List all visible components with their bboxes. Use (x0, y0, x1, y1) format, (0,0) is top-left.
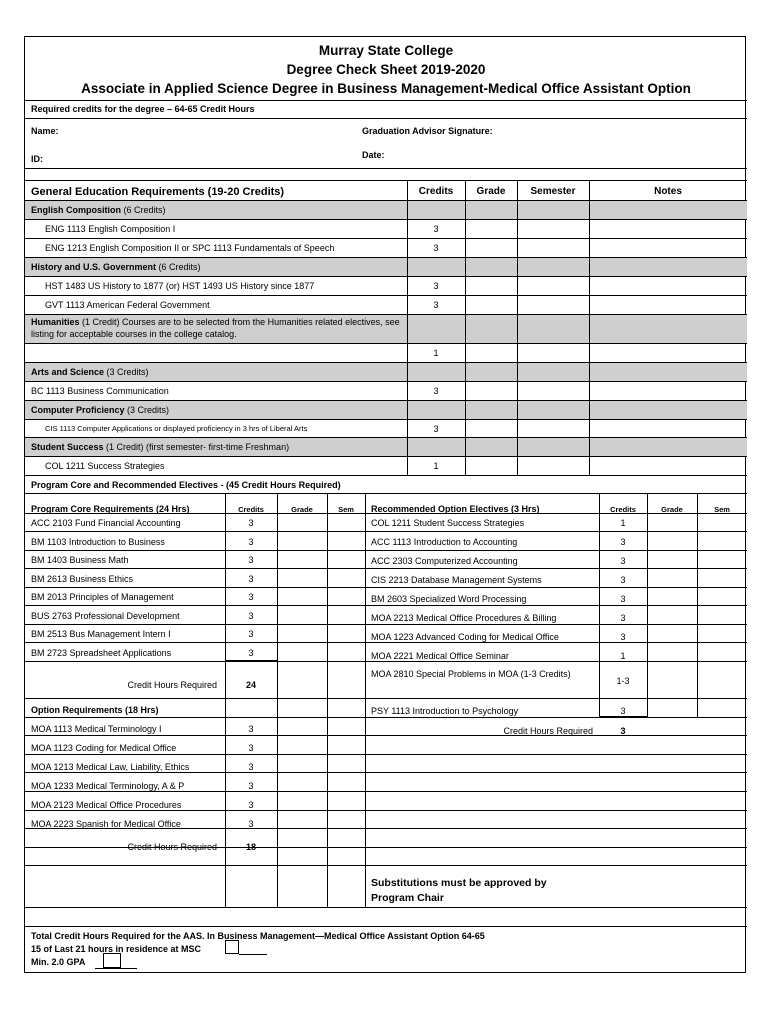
col-notes: Notes (654, 186, 682, 197)
degree-title: Associate in Applied Science Degree in Business Management-Medical Office Assistant Option (81, 81, 691, 96)
elective-credits: 3 (620, 537, 626, 547)
sheet-title: Degree Check Sheet 2019-2020 (286, 62, 486, 77)
option-course: MOA 2123 Medical Office Procedures (31, 800, 182, 810)
elective-credits: 1 (620, 651, 626, 661)
name-label[interactable]: Name: (31, 126, 59, 136)
college-name: Murray State College (318, 43, 454, 58)
option-total-label: Credit Hours Required (127, 842, 217, 852)
elect-heading: Recommended Option Electives (3 Hrs) (371, 504, 540, 514)
core-course: BM 2723 Spreadsheet Applications (31, 647, 172, 658)
course-cis1113: CIS 1113 Computer Applications or displayed proficiency in 3 hrs of Liberal Arts (45, 424, 308, 433)
elective-course: ACC 2303 Computerized Accounting (371, 556, 518, 566)
credits-gvt1113: 3 (433, 300, 439, 310)
english-title: English Composition (31, 205, 121, 215)
humanities-title: Humanities (31, 317, 80, 327)
core-heading: Program Core Requirements (24 Hrs) (31, 504, 190, 514)
elective-credits: 3 (620, 556, 626, 566)
option-course: MOA 1213 Medical Law, Liability, Ethics (31, 762, 190, 772)
course-hst: HST 1483 US History to 1877 (or) HST 1493 US History since 1877 (45, 281, 315, 291)
success-title: Student Success (31, 442, 104, 452)
core-credits: 3 (248, 647, 254, 658)
course-eng1113: ENG 1113 English Composition I (45, 224, 176, 234)
elective-course: CIS 2213 Database Management Systems (371, 575, 542, 585)
residence-note: 15 of Last 21 hours in residence at MSC (31, 944, 202, 954)
elective-course: MOA 2810 Special Problems in MOA (1-3 Credits) (371, 669, 571, 679)
date-label[interactable]: Date: (362, 150, 385, 160)
option-total-value: 18 (245, 842, 256, 852)
option-credits: 3 (248, 800, 254, 810)
core-total-label: Credit Hours Required (127, 680, 217, 690)
core-course: BM 1103 Introduction to Business (31, 536, 165, 547)
core-course: BM 2013 Principles of Management (31, 592, 174, 602)
col-credits: Credits (418, 186, 454, 197)
elective-course: ACC 1113 Introduction to Accounting (371, 537, 518, 547)
core-credits: 3 (248, 610, 254, 621)
col-semester: Semester (530, 186, 576, 197)
option-course: MOA 1123 Coding for Medical Office (31, 743, 177, 753)
elective-course: BM 2603 Specialized Word Processing (371, 594, 527, 604)
history-note: (6 Credits) (158, 262, 201, 272)
elective-course: MOA 2213 Medical Office Procedures & Billing (371, 613, 557, 623)
option-credits: 3 (248, 781, 254, 791)
course-col1211: COL 1211 Success Strategies (45, 461, 165, 471)
english-note: (6 Credits) (123, 205, 166, 215)
course-eng1213: ENG 1213 English Composition II or SPC 1113 Fundamentals of Speech (45, 243, 335, 253)
elective-course: MOA 1223 Advanced Coding for Medical Office (371, 632, 559, 642)
elective-credits: 1-3 (616, 676, 630, 686)
required-credits: Required credits for the degree – 64-65 Credit Hours (31, 104, 255, 114)
core-course: BM 1403 Business Math (31, 555, 129, 565)
id-label[interactable]: ID: (31, 154, 43, 164)
course-gvt1113: GVT 1113 American Federal Government (45, 300, 210, 310)
core-course: ACC 2103 Fund Financial Accounting (31, 518, 181, 528)
history-title: History and U.S. Government (31, 262, 157, 272)
credits-bc1113: 3 (433, 386, 439, 396)
advisor-signature-label[interactable]: Graduation Advisor Signature: (362, 126, 493, 136)
credits-humanities: 1 (433, 348, 439, 358)
core-credits: 3 (248, 592, 254, 602)
elective-credits: 3 (620, 594, 626, 604)
elect-col-credits: Credits (610, 505, 636, 514)
col-grade: Grade (476, 186, 506, 197)
option-course: MOA 1113 Medical Terminology I (31, 724, 162, 734)
core-credits: 3 (248, 573, 254, 584)
credits-cis1113: 3 (433, 424, 439, 434)
computer-title: Computer Proficiency (31, 405, 125, 415)
core-course: BM 2513 Bus Management Intern I (31, 629, 171, 639)
elect-total-label: Credit Hours Required (503, 726, 593, 736)
humanities-note: (1 Credit) Courses are to be selected from the Humanities related electives, see listing for acceptable courses in the college catalog. (31, 317, 400, 339)
elect-col-sem: Sem (714, 505, 730, 514)
option-course: MOA 2223 Spanish for Medical Office (31, 819, 181, 829)
elective-credits: 3 (620, 575, 626, 585)
elect-col-grade: Grade (661, 505, 683, 514)
elective-credits: 3 (620, 613, 626, 623)
degree-check-sheet (24, 36, 746, 973)
core-col-grade: Grade (291, 505, 313, 514)
gpa-blank[interactable] (95, 968, 137, 969)
residence-checkbox[interactable] (225, 940, 239, 954)
gen-ed-heading: General Education Requirements (19-20 Credits) (31, 186, 285, 198)
elective-course: MOA 2221 Medical Office Seminar (371, 651, 509, 661)
elective-course: COL 1211 Student Success Strategies (371, 518, 525, 528)
core-col-sem: Sem (338, 505, 354, 514)
elect-total-value: 3 (620, 726, 626, 736)
elective-course: PSY 1113 Introduction to Psychology (371, 706, 519, 716)
total-credits-note: Total Credit Hours Required for the AAS. In Business Management—Medical Office Assistant Option 64-65 (31, 931, 485, 941)
option-heading: Option Requirements (18 Hrs) (31, 705, 159, 715)
arts-title: Arts and Science (31, 367, 105, 377)
credits-eng1113: 3 (433, 224, 439, 234)
credits-eng1213: 3 (433, 243, 439, 253)
course-bc1113: BC 1113 Business Communication (31, 386, 169, 396)
option-credits: 3 (248, 724, 254, 734)
elective-credits: 3 (620, 706, 626, 716)
gpa-note: Min. 2.0 GPA (31, 957, 86, 967)
program-heading: Program Core and Recommended Electives - (45 Credit Hours Required) (31, 480, 341, 490)
core-credits: 3 (248, 555, 254, 565)
residence-blank[interactable] (239, 954, 267, 955)
core-course: BUS 2763 Professional Development (31, 610, 180, 621)
option-credits: 3 (248, 762, 254, 772)
success-note: (1 Credit) (first semester- first-time Freshman) (106, 442, 290, 452)
core-col-credits: Credits (238, 505, 264, 514)
core-credits: 3 (248, 518, 254, 528)
arts-note: (3 Credits) (106, 367, 149, 377)
gpa-checkbox[interactable] (103, 953, 121, 968)
core-credits: 3 (248, 629, 254, 639)
elective-credits: 3 (620, 632, 626, 642)
credits-col1211: 1 (433, 461, 439, 471)
computer-note: (3 Credits) (127, 405, 170, 415)
core-course: BM 2613 Business Ethics (31, 573, 134, 584)
elective-credits: 1 (620, 518, 626, 528)
core-total-value: 24 (245, 680, 256, 690)
substitutions-note: Substitutions must be approved by Program Chair (371, 877, 547, 904)
core-credits: 3 (248, 536, 254, 547)
option-credits: 3 (248, 743, 254, 753)
option-credits: 3 (248, 819, 254, 829)
credits-hst: 3 (433, 281, 439, 291)
option-course: MOA 1233 Medical Terminology, A & P (31, 781, 185, 791)
